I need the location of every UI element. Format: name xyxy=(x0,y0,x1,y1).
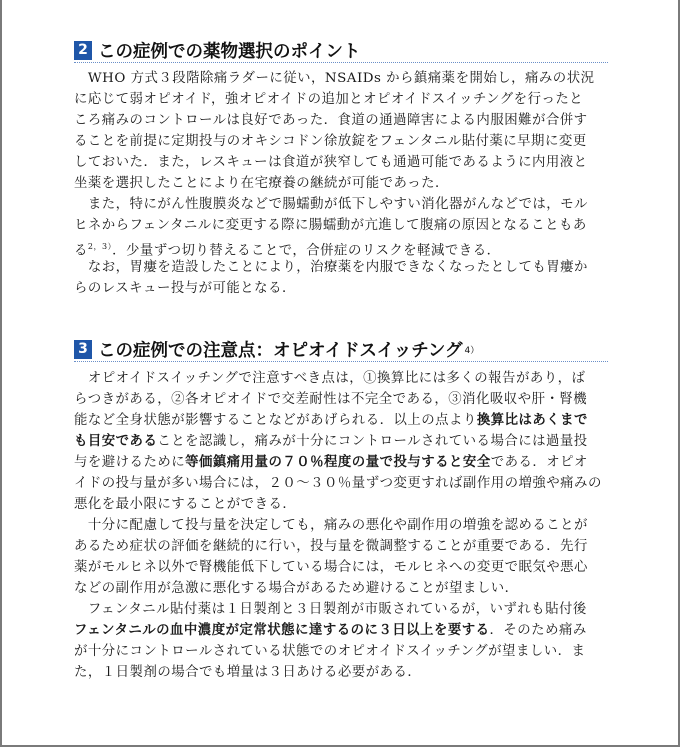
text-line xyxy=(74,453,608,474)
section-3-heading xyxy=(74,337,608,362)
text-fragment: る xyxy=(74,243,88,259)
text-line: ることを前提に定期投与のオキシコドン徐放錠をフェンタニル貼付薬に早期に変更 xyxy=(74,134,587,149)
bold-emphasis: 換算比はあくまで xyxy=(476,413,588,428)
bold-emphasis: フェンタニルの血中濃度が定常状態に達するのに３日以上を要する xyxy=(74,623,490,638)
text-line: 悪化を最小限にすることができる． xyxy=(74,497,297,512)
text-line: に応じて弱オピオイド，強オピオイドの追加とオピオイドスイッチングを行ったと xyxy=(74,92,584,107)
section-2 xyxy=(74,38,608,300)
text-fragment: 能など全身状態が影響することなどがあげられる．以上の点より xyxy=(74,413,477,428)
text-line: なお，胃瘻を造設したことにより，治療薬を内服できなくなったとしても胃瘻か xyxy=(74,260,588,275)
citation-ref: 4） xyxy=(464,345,480,356)
text-line: WHO 方式３段階除痛ラダーに従い，NSAIDs から鎮痛薬を開始し，痛みの状況 xyxy=(74,71,595,86)
bold-emphasis: 等価鎮痛用量の７０％程度の量で投与すると安全 xyxy=(185,455,491,470)
section-number-badge: 2 xyxy=(74,41,92,60)
text-line: あるため症状の評価を継続的に行い，投与量を微調整することが重要である．先行 xyxy=(74,539,588,554)
text-line: らのレスキュー投与が可能となる． xyxy=(74,281,296,296)
text-line: 坐薬を選択したことにより在宅療養の継続が可能であった． xyxy=(74,176,449,191)
text-fragment: ことを認識し，痛みが十分にコントロールされている場合には過量投 xyxy=(157,434,588,449)
section-3 xyxy=(74,337,608,684)
section-number-badge: 3 xyxy=(74,340,92,359)
text-line: しておいた．また，レスキューは食道が狭窄しても通過可能であるように内用液と xyxy=(74,155,588,170)
section-2-body xyxy=(74,69,608,300)
section-3-title: この症例での注意点：オピオイドスイッチング xyxy=(98,340,463,361)
text-fragment: である．オピオ xyxy=(490,455,588,470)
text-line: 十分に配慮して投与量を決定しても，痛みの悪化や副作用の増強を認めることが xyxy=(74,518,588,533)
text-line: 薬がモルヒネ以外で腎機能低下している場合には，モルヒネへの変更で眠気や悪心 xyxy=(74,560,588,575)
text-line: ヒネからフェンタニルに変更する際に腸蠕動が亢進して腹痛の原因となることもあ xyxy=(74,218,587,233)
text-line xyxy=(74,621,608,642)
text-fragment: ．少量ずつ切り替えることで，合併症のリスクを軽減できる． xyxy=(112,243,501,259)
text-line xyxy=(74,432,608,453)
section-3-body xyxy=(74,369,608,684)
section-2-title: この症例での薬物選択のポイント xyxy=(98,41,361,62)
text-line: た，１日製剤の場合でも増量は３日あける必要がある． xyxy=(74,665,422,680)
text-line: フェンタニル貼付薬は１日製剤と３日製剤が市販されているが，いずれも貼付後 xyxy=(74,602,587,617)
citation-ref: 2，3） xyxy=(87,242,113,251)
section-2-heading xyxy=(74,38,608,63)
text-fragment: 与を避けるために xyxy=(74,455,186,470)
text-line: また，特にがん性腹膜炎などで腸蠕動が低下しやすい消化器がんなどでは，モル xyxy=(74,197,588,212)
text-line xyxy=(74,237,608,258)
text-line: オピオイドスイッチングで注意すべき点は，①換算比には多くの報告があり，ば xyxy=(74,371,586,386)
text-line: などの副作用が急激に悪化する場合があるため避けることが望ましい． xyxy=(74,581,519,596)
text-line: ころ痛みのコントロールは良好であった．食道の通過障害による内服困難が合併す xyxy=(74,113,588,128)
text-line: らつきがある，②各オピオイドで交差耐性は不完全である，③消化吸収や肝・腎機 xyxy=(74,392,588,407)
text-line: が十分にコントロールされている状態でのオピオイドスイッチングが望ましい．ま xyxy=(74,644,586,659)
text-line: イドの投与量が多い場合には，２０～３０％量ずつ変更すれば副作用の増強や痛みの xyxy=(74,476,602,491)
text-line xyxy=(74,411,608,432)
bold-emphasis: も目安である xyxy=(74,434,158,449)
text-fragment: ．そのため痛み xyxy=(489,623,587,638)
